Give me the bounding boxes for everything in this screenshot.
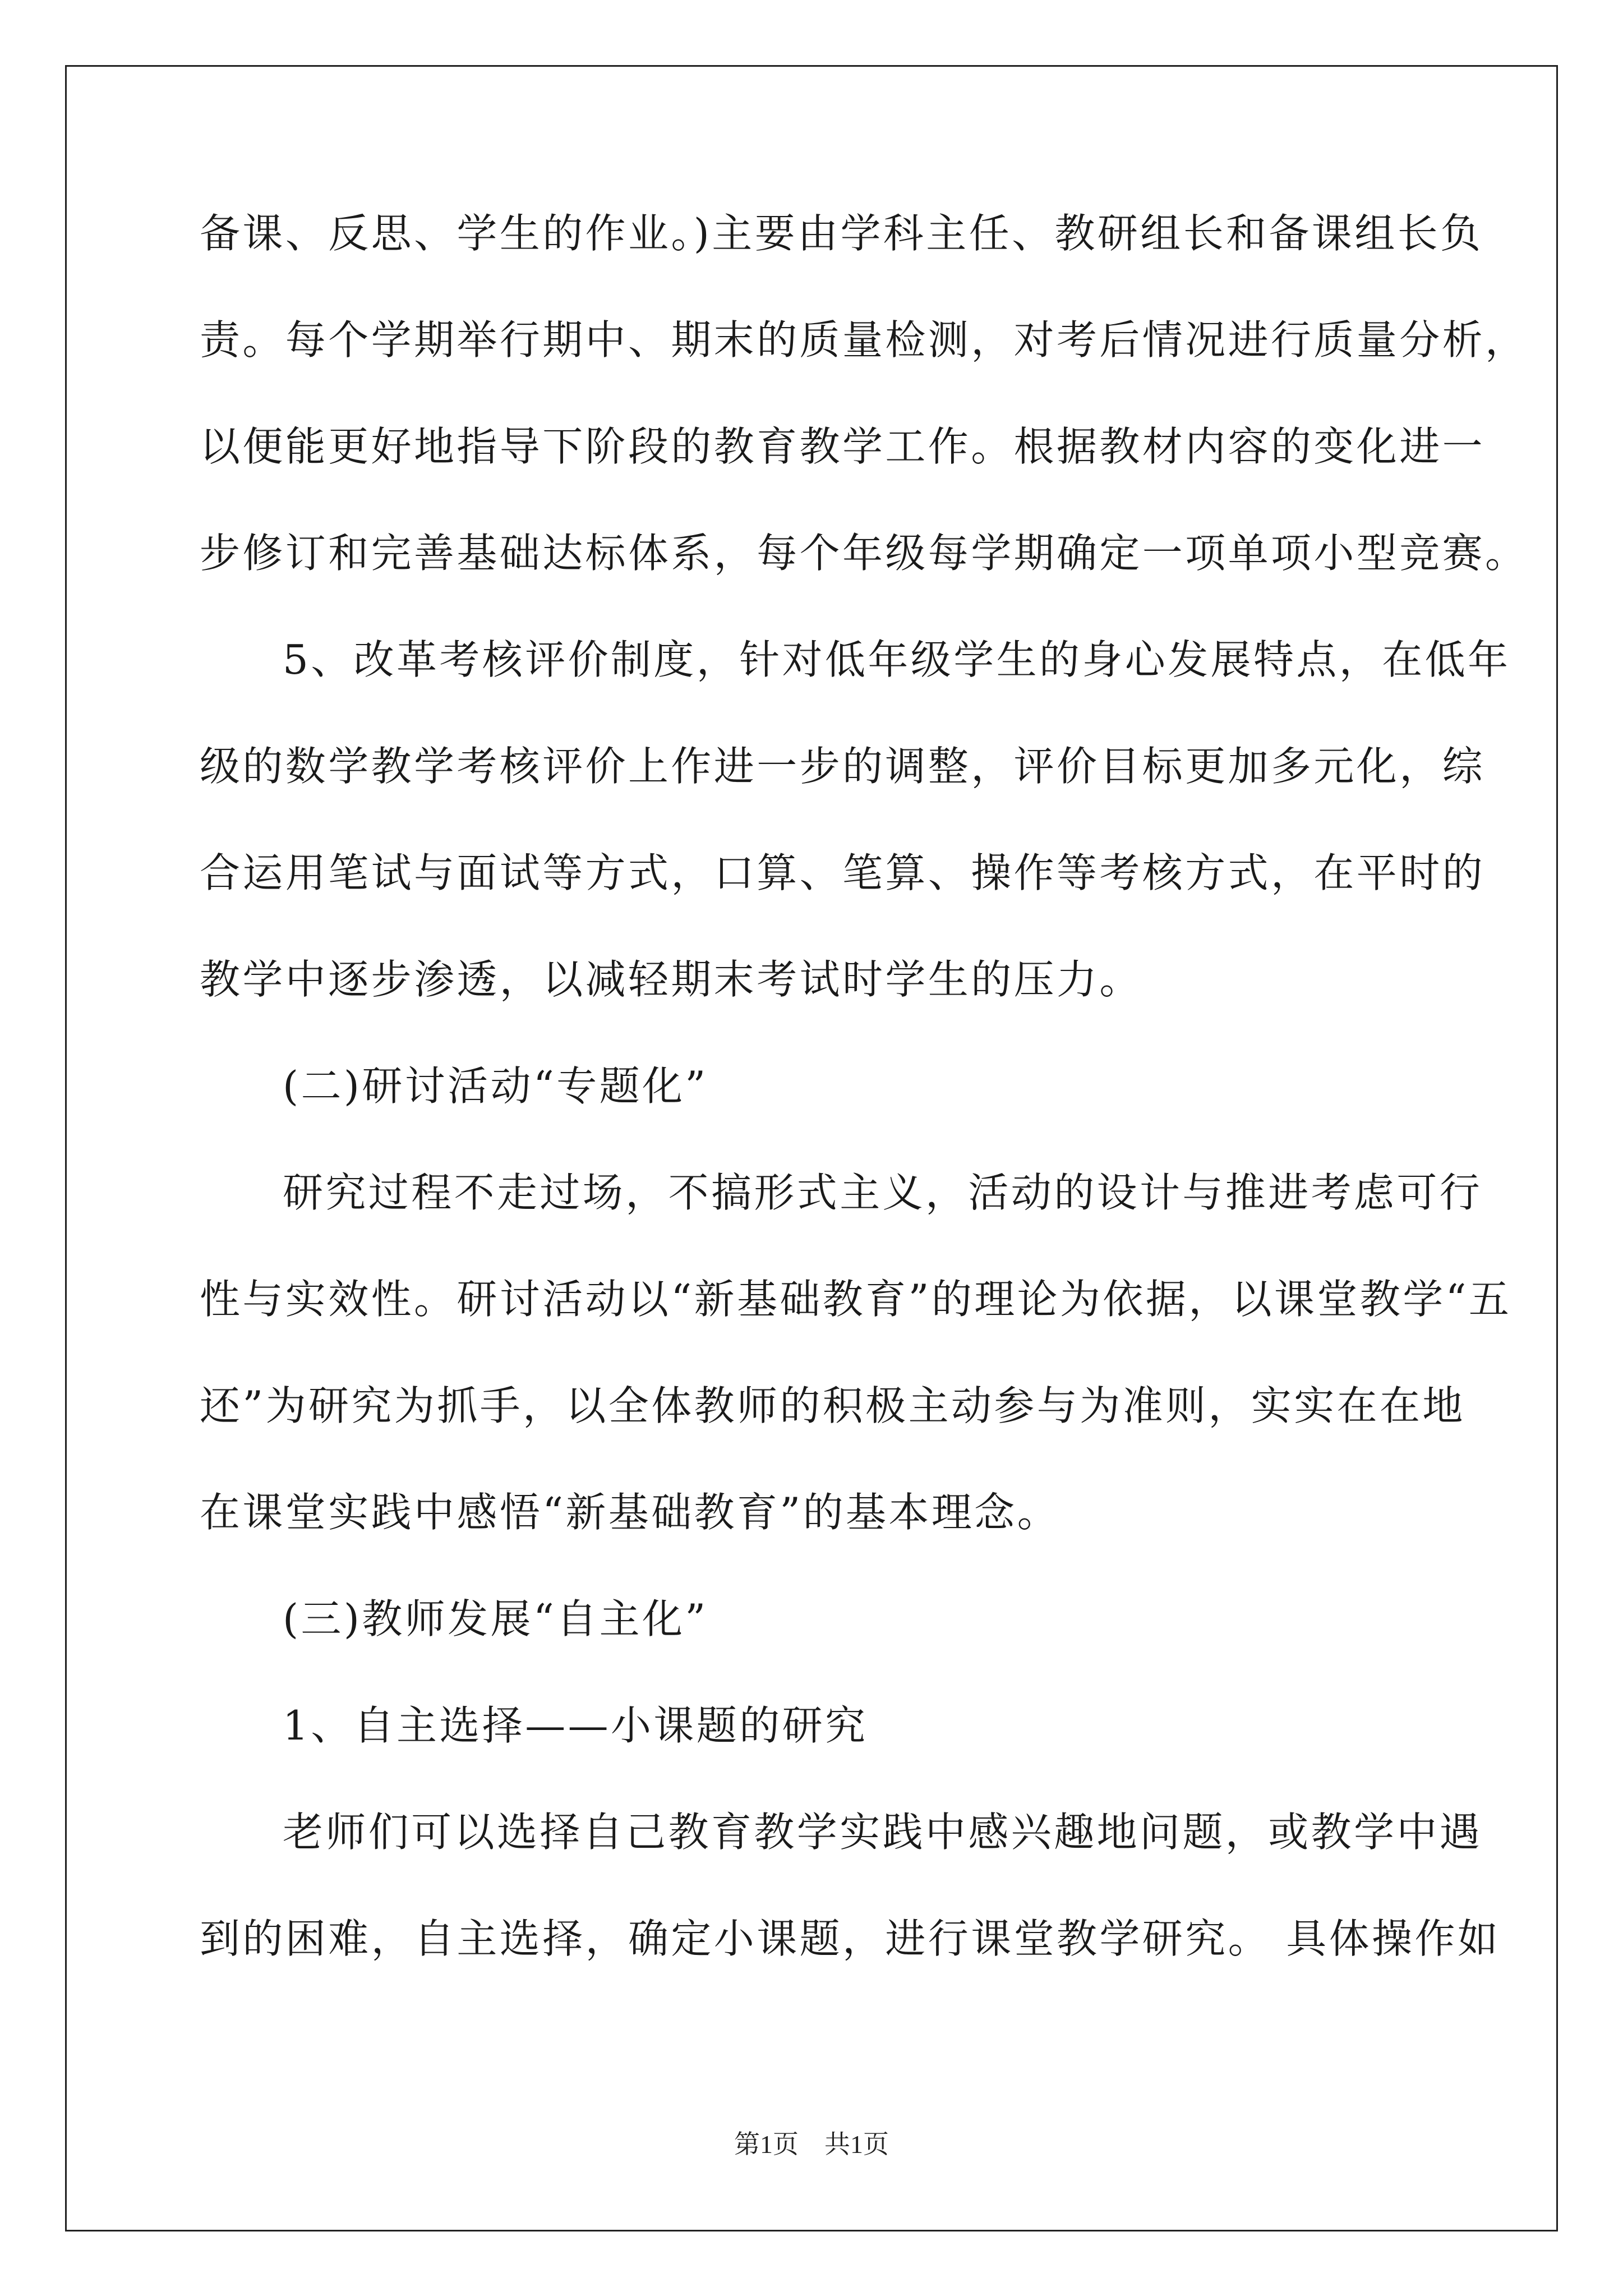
total-pages: 共1页 — [824, 2130, 889, 2159]
paragraph-start: 老师们可以选择自己教育教学实践中感兴趣地问题，或教学中遇 — [283, 1809, 1483, 1856]
text-line: 合运用笔试与面试等方式，口算、笔算、操作等考核方式，在平时的 — [200, 849, 1486, 896]
text-line: 备课、反思、学生的作业。)主要由学科主任、教研组长和备课组长负 — [200, 210, 1483, 257]
page-footer — [0, 2132, 1623, 2157]
text-line: 还”为研究为抓手，以全体教师的积极主动参与为准则，实实在在地 — [200, 1382, 1465, 1429]
text-line: 性与实效性。研讨活动以“新基础教育”的理论为依据，以课堂教学“五 — [200, 1276, 1512, 1323]
paragraph-start: 研究过程不走过场，不搞形式主义，活动的设计与推进考虑可行 — [283, 1169, 1483, 1216]
document-body — [200, 210, 1528, 2025]
paragraph-start: 5、改革考核评价制度，针对低年级学生的身心发展特点，在低年 — [283, 636, 1511, 683]
text-line: 在课堂实践中感悟“新基础教育”的基本理念。 — [200, 1489, 1061, 1536]
text-line: 以便能更好地指导下阶段的教育教学工作。根据教材内容的变化进一 — [200, 423, 1486, 470]
text-line: 步修订和完善基础达标体系，每个年级每学期确定一项单项小型竞赛。 — [200, 530, 1528, 577]
text-line: 教学中逐步渗透，以减轻期末考试时学生的压力。 — [200, 956, 1142, 1003]
text-line: 责。每个学期举行期中、期末的质量检测，对考后情况进行质量分析， — [200, 316, 1528, 364]
text-line: 级的数学教学考核评价上作进一步的调整，评价目标更加多元化，综 — [200, 743, 1486, 790]
subsection-heading: 1、自主选择——小课题的研究 — [283, 1702, 868, 1749]
current-page-number: 第1页 — [734, 2130, 799, 2159]
section-heading: (二)研讨活动“专题化” — [283, 1062, 708, 1110]
text-line: 到的困难，自主选择，确定小课题，进行课堂教学研究。 具体操作如 — [200, 1915, 1501, 1962]
section-heading: (三)教师发展“自主化” — [283, 1595, 708, 1642]
